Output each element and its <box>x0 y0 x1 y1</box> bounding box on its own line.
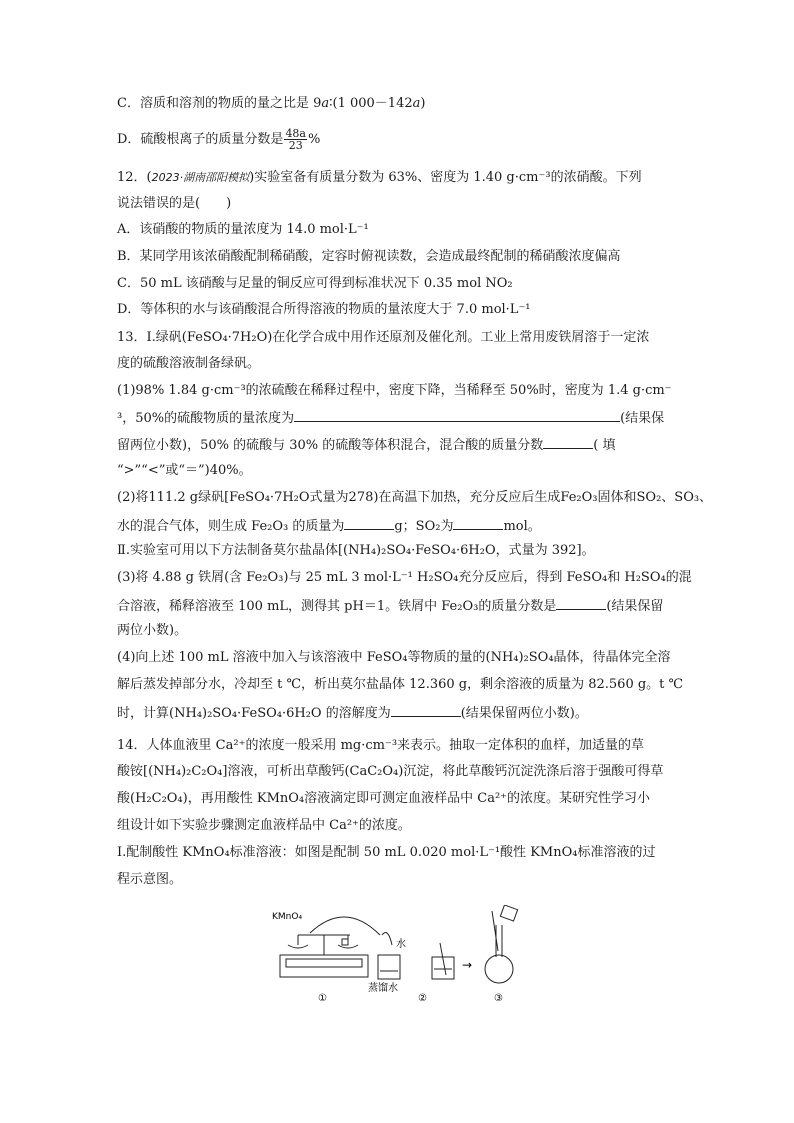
q13-intro-line2: 度的硫酸溶液制备绿矾。 <box>117 356 261 371</box>
q11-option-d <box>117 128 677 151</box>
balance-left-pan <box>288 945 308 948</box>
q12-source: 2023·湖南邵阳模拟 <box>151 171 250 184</box>
preparation-process-figure <box>270 905 530 1015</box>
step2-label: ② <box>418 993 427 1004</box>
q13-part4-text: 时，计算(NH₄)₂SO₄·FeSO₄·6H₂O 的溶解度为 <box>117 706 391 721</box>
q13-part1-line3 <box>117 436 677 454</box>
balance-scale-bar <box>286 959 362 967</box>
flask-bulb <box>485 955 513 983</box>
answer-blank[interactable] <box>344 517 394 530</box>
beaker <box>378 955 400 979</box>
q13-part4-line1: (4)向上述 100 mL 溶液中加入与该溶液中 FeSO₄等物质的量的(NH₄)₂SO₄晶体，待晶体完全溶 <box>117 650 671 665</box>
q14-section1-line2: 程示意图。 <box>117 872 183 887</box>
q14-section1-line1: Ⅰ.配制酸性 KMnO₄标准溶液：如图是配制 50 mL 0.020 mol·L⁻¹酸性 KMnO₄标准溶液的过 <box>117 845 656 860</box>
wash-bottle-tube <box>382 933 392 945</box>
q13-part3-line2 <box>117 597 677 615</box>
q12-stem <box>117 170 677 186</box>
weight <box>342 939 348 945</box>
q13-part2-line1: (2)将111.2 g绿矾[FeSO₄·7H₂O式量为278)在高温下加热，充分反应后生成Fe₂O₃固体和SO₂、SO₃、 <box>117 490 713 505</box>
q13-part1-line2 <box>117 409 677 427</box>
q12-option-a: A．该硝酸的物质的量浓度为 14.0 mol·L⁻¹ <box>117 222 369 237</box>
water-label: 水 <box>396 939 406 950</box>
answer-blank[interactable] <box>543 436 593 449</box>
q13-part2-text2: g；SO₂为 <box>394 519 454 534</box>
q13-part3-line3: 两位小数)。 <box>117 623 188 638</box>
q12-option-c: C．50 mL 该硝酸与足量的铜反应可得到标准状况下 0.35 mol NO₂ <box>117 276 513 291</box>
q13-part1-note2: ( 填 <box>593 438 616 453</box>
q13-part2-unit: mol。 <box>503 519 541 534</box>
q11-option-d-fraction <box>284 128 307 151</box>
q13-part4-line2: 解后蒸发掉部分水，冷却至 t ℃，析出莫尔盐晶体 12.360 g，剩余溶液的质量为 82.560 g。t ℃ <box>117 677 684 692</box>
q11-option-c <box>117 96 677 112</box>
beaker-illustration <box>378 933 454 979</box>
fraction-denominator: 23 <box>288 139 303 152</box>
q11-option-c-var2: a <box>412 96 421 111</box>
kmno4-label: KMnO₄ <box>272 912 303 922</box>
q13-intro-line1: 13．Ⅰ.绿矾(FeSO₄·7H₂O)在化学合成中用作还原剂及催化剂。工业上常用废铁屑溶于一定浓 <box>117 330 650 345</box>
q14-line1: 14．人体血液里 Ca²⁺的浓度一般采用 mg·cm⁻³来表示。抽取一定体积的血样，加适量的草 <box>117 738 645 753</box>
glass-rod <box>440 943 446 975</box>
answer-blank[interactable] <box>294 409 620 422</box>
answer-blank[interactable] <box>391 704 461 717</box>
q13-part1-text2: 留两位小数)，50% 的硫酸与 30% 的硫酸等体积混合，混合酸的质量分数 <box>117 438 544 453</box>
q13-part4-line3 <box>117 704 677 722</box>
q13-part4-note: (结果保留两位小数)。 <box>460 706 588 721</box>
volumetric-flask-illustration <box>485 905 518 983</box>
q12-option-d: D．等体积的水与该硝酸混合所得溶液的物质的量浓度大于 7.0 mol·L⁻¹ <box>117 302 531 317</box>
transfer-arc <box>310 917 380 935</box>
q13-part2-line2 <box>117 517 677 535</box>
balance-illustration <box>280 917 380 977</box>
fraction-numerator: 48a <box>285 127 306 140</box>
q13-part1-note: (结果保 <box>620 411 665 426</box>
q14-line3: 酸(H₂C₂O₄)，再用酸性 KMnO₄溶液滴定即可测定血液样品中 Ca²⁺的浓度。某研究性学习小 <box>117 791 651 806</box>
answer-blank[interactable] <box>453 517 503 530</box>
balance-base <box>280 955 368 977</box>
q11-option-c-var: a <box>321 96 330 111</box>
q12-number: 12．( <box>117 170 152 185</box>
pour-rod <box>492 911 498 951</box>
q11-option-c-text: C．溶质和溶剂的物质的量之比是 9 <box>117 96 322 111</box>
q11-option-d-end: % <box>308 132 321 147</box>
q13-part1-text: ³，50%的硫酸物质的量浓度为 <box>117 411 295 426</box>
q12-option-b: B．某同学用该浓硝酸配制稀硝酸，定容时俯视读数，会造成最终配制的稀硝酸浓度偏高 <box>117 249 621 264</box>
q13-part3-line1: (3)将 4.88 g 铁屑(含 Fe₂O₃)与 25 mL 3 mol·L⁻¹ H₂SO₄充分反应后，得到 FeSO₄和 H₂SO₄的混 <box>117 570 692 585</box>
q12-stem-line2: 说法错误的是( ) <box>117 196 232 211</box>
q13-part3-note: (结果保留 <box>606 599 664 614</box>
q13-part1-line4: “>”“<”或“＝”)40%。 <box>117 463 252 478</box>
answer-blank[interactable] <box>556 597 606 610</box>
q14-line2: 酸铵[(NH₄)₂C₂O₄]溶液，可析出草酸钙(CaC₂O₄)沉淀，将此草酸钙沉淀洗涤后溶于强酸可得草 <box>117 764 664 779</box>
q11-option-d-text: D．硫酸根离子的质量分数是 <box>117 132 284 147</box>
pouring-beaker <box>500 905 517 921</box>
q12-stem-text: )实验室备有质量分数为 63%、密度为 1.40 g·cm⁻³的浓硝酸。下列 <box>249 170 642 185</box>
q14-line4: 组设计如下实验步骤测定血液样品中 Ca²⁺的浓度。 <box>117 818 411 833</box>
q13-part2-text: 水的混合气体，则生成 Fe₂O₃ 的质量为 <box>117 519 345 534</box>
q13-part3-text: 合溶液，稀释溶液至 100 mL，测得其 pH＝1。铁屑中 Fe₂O₃的质量分数是 <box>117 599 557 614</box>
distilled-water-label: 蒸馏水 <box>368 983 398 994</box>
q13-part1-line1: (1)98% 1.84 g·cm⁻³的浓硫酸在稀释过程中，密度下降，当稀释至 50%时，密度为 1.4 g·cm⁻ <box>117 383 672 398</box>
step3-label: ③ <box>494 993 503 1004</box>
step1-label: ① <box>318 993 327 1004</box>
q11-option-c-end: ) <box>420 96 426 111</box>
arrow-icon: → <box>462 958 473 972</box>
q13-section2-intro: Ⅱ.实验室可用以下方法制备莫尔盐晶体[(NH₄)₂SO₄·FeSO₄·6H₂O，式量为 392]。 <box>117 543 595 558</box>
q11-option-c-mid: ∶(1 000－142 <box>329 96 413 111</box>
